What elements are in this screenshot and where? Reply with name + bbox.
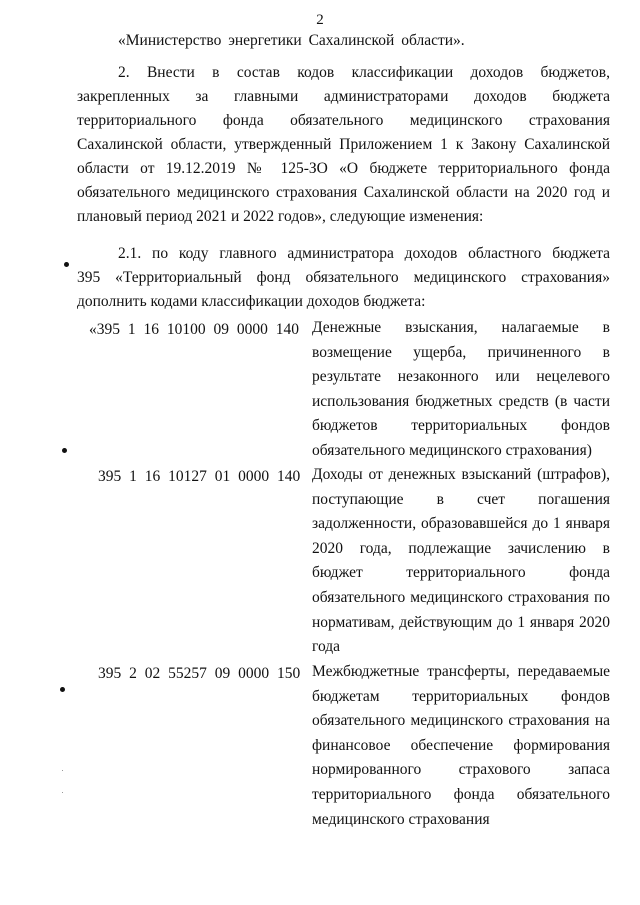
paragraph-2-line: 2. Внести в состав кодов классификации доходов бюджетов,	[118, 64, 610, 81]
paragraph-2-line: Сахалинской области, утвержденный Приложением 1 к Закону Сахалинской	[77, 136, 610, 153]
page-number: 2	[316, 12, 324, 28]
code-description: Доходы от денежных взысканий (штрафов), поступающие в счет погашения задолженности, образовавшейся до 1 января 2020 года, подлежащие зачислению в бюджет территориального фонда обязательного медицинского страхования по нормативам, действующим до 1 января 2020 года	[312, 466, 610, 656]
paragraph-2-line: территориального фонда обязательного медицинского страхования	[77, 112, 610, 129]
code-description: Межбюджетные трансферты, передаваемые бюджетам территориальных фондов обязательного медицинского страхования на финансовое обеспечение формирования нормированного страхового запаса территориального фонда обязательного медицинского страхования	[312, 663, 610, 828]
paragraph-2-line: обязательного медицинского страхования Сахалинской области на 2020 год и	[77, 184, 610, 201]
classification-code: «395 1 16 10100 09 0000 140	[89, 321, 299, 338]
classification-code: 395 1 16 10127 01 0000 140	[98, 468, 301, 485]
paragraph-2-1-line: 2.1. по коду главного администратора доходов областного бюджета	[118, 245, 610, 262]
paragraph-2-1-line: дополнить кодами классификации доходов бюджета:	[77, 293, 426, 310]
scan-mark	[64, 262, 69, 267]
paragraph-2-line: области от 19.12.2019 № 125-ЗО «О бюджете территориального фонда	[77, 160, 610, 177]
paragraph-2-line: плановый период 2021 и 2022 годов», следующие изменения:	[77, 208, 484, 225]
code-description: Денежные взыскания, налагаемые в возмещение ущерба, причиненного в результате незаконного или нецелевого использования бюджетных средств (в части бюджетов территориальных фондов обязательного медицинского страхования)	[312, 319, 610, 459]
scan-dot	[62, 792, 63, 793]
paragraph-2-line: закрепленных за главными администраторами доходов бюджета	[77, 88, 610, 105]
intro-line: «Министерство энергетики Сахалинской области».	[118, 32, 465, 49]
scan-dot	[62, 770, 63, 771]
paragraph-2-1-line: 395 «Территориальный фонд обязательного медицинского страхования»	[77, 269, 610, 286]
classification-code: 395 2 02 55257 09 0000 150	[98, 665, 301, 682]
scan-mark	[62, 448, 67, 453]
scan-mark	[60, 687, 65, 692]
